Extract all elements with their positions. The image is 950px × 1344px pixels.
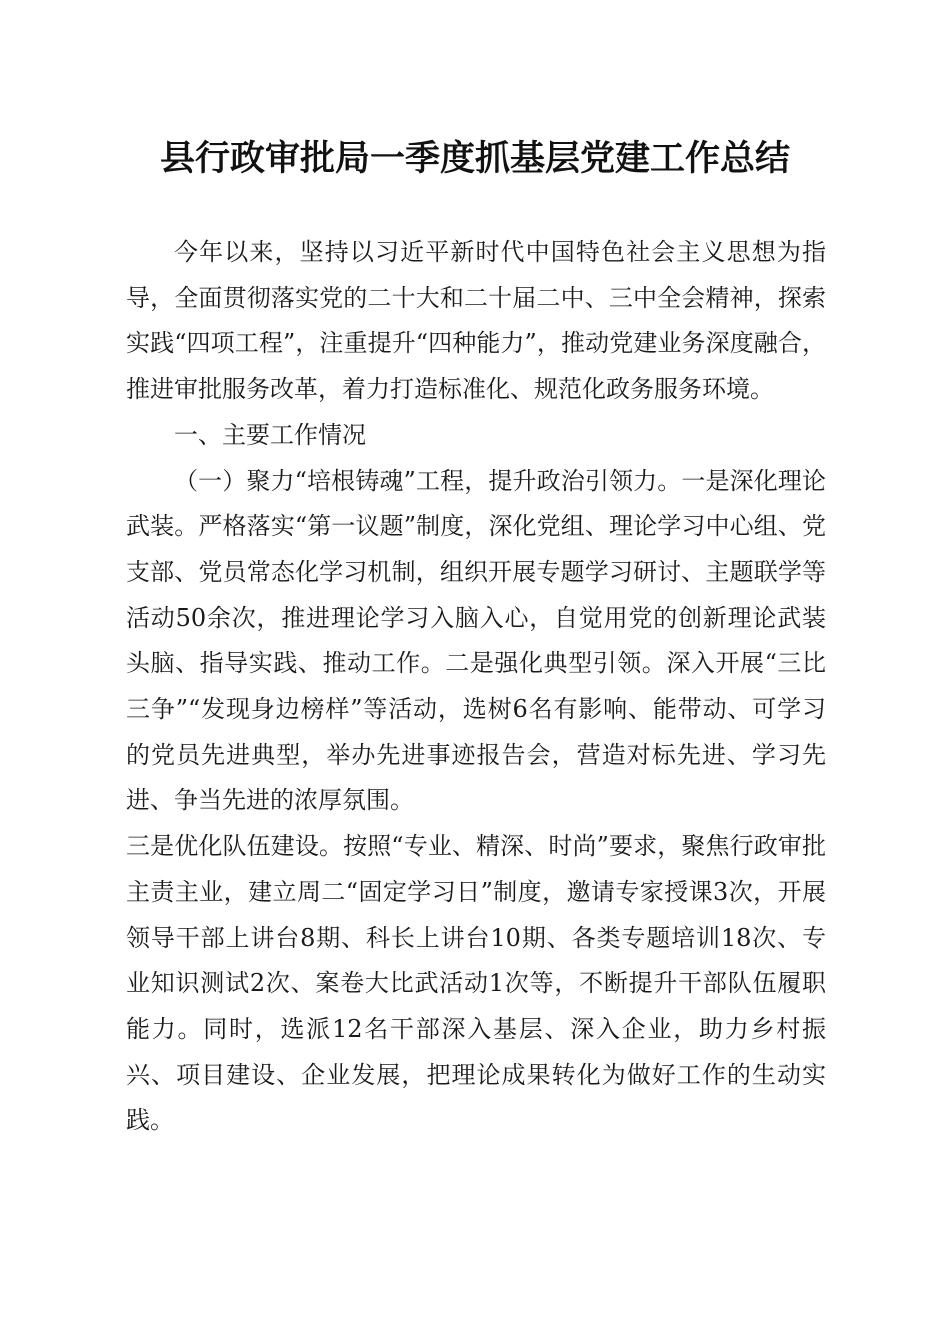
document-title: 县行政审批局一季度抓基层党建工作总结: [159, 138, 790, 179]
intro-paragraph: 今年以来，坚持以习近平新时代中国特色社会主义思想为指导，全面贯彻落实党的二十大和二十届二中、三中全会精神，探索实践“四项工程”，注重提升“四种能力”，推动党建业务深度融合，推进审批服务改革，着力打造标准化、规范化政务服务环境。: [126, 238, 826, 404]
section-paragraph-political-leadership: （一）聚力“培根铸魂”工程，提升政治引领力。一是深化理论武装。严格落实“第一议题”制度，深化党组、理论学习中心组、党支部、党员常态化学习机制，组织开展专题学习研讨、主题联学等活动50余次，推进理论学习入脑入心，自觉用党的创新理论武装头脑、指导实践、推动工作。二是强化典型引领。深入开展“三比三争”“发现身边榜样”等活动，选树6名有影响、能带动、可学习的党员先进典型，举办先进事迹报告会，营造对标先进、学习先进、争当先进的浓厚氛围。: [126, 466, 826, 815]
section-heading-main-work: 一、主要工作情况: [174, 420, 366, 449]
document-body: [126, 230, 826, 1144]
section-paragraph-team-building: 三是优化队伍建设。按照“专业、精深、时尚”要求，聚焦行政审批主责主业，建立周二“固定学习日”制度，邀请专家授课3次，开展领导干部上讲台8期、科长上讲台10期、各类专题培训18次、专业知识测试2次、案卷大比武活动1次等，不断提升干部队伍履职能力。同时，选派12名干部深入基层、深入企业，助力乡村振兴、项目建设、企业发展，把理论成果转化为做好工作的生动实践。: [126, 832, 826, 1135]
